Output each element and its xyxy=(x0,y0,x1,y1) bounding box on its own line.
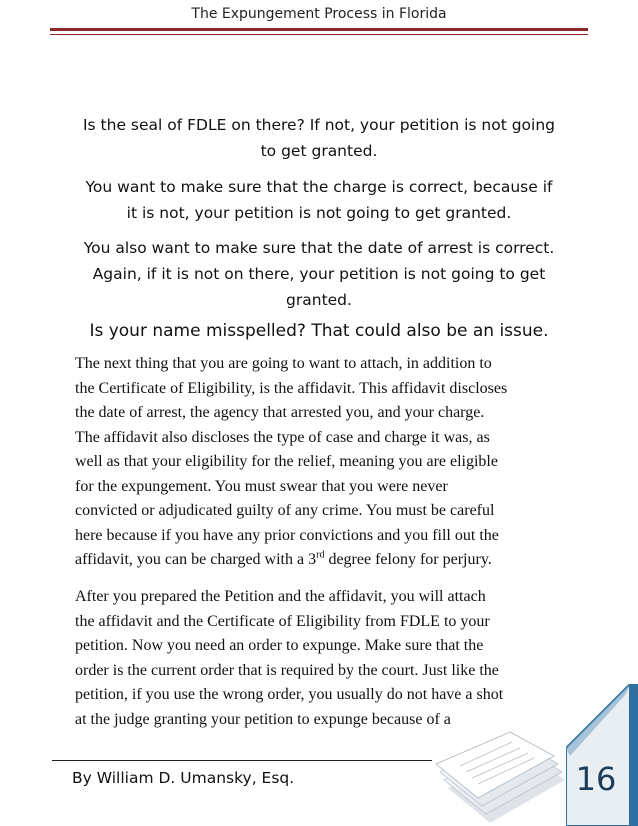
paragraph-line: the affidavit and the Certificate of Eligibility from FDLE to your xyxy=(75,612,490,630)
page-tab xyxy=(566,684,638,826)
header-rule-thin xyxy=(50,34,588,35)
paragraph-line: here because if you have any prior convictions and you fill out the xyxy=(75,526,499,544)
text-run: degree felony for perjury. xyxy=(324,551,492,568)
checklist-line: to get granted. xyxy=(260,142,378,160)
checklist-line: granted. xyxy=(286,291,352,309)
paper-stack-icon xyxy=(430,728,565,826)
running-header: The Expungement Process in Florida xyxy=(191,6,447,22)
checklist-line: You want to make sure that the charge is correct, because if xyxy=(85,178,553,196)
checklist-item-seal xyxy=(60,112,578,164)
checklist-item-arrest-date xyxy=(60,235,578,313)
text-run: affidavit, you can be charged with a 3 xyxy=(75,551,317,568)
checklist-line: Again, if it is not on there, your petition is not going to get xyxy=(92,265,546,283)
paragraph-line: for the expungement. You must swear that you were never xyxy=(75,477,448,495)
paragraph-line: The next thing that you are going to want to attach, in addition to xyxy=(75,355,492,372)
footer-rule xyxy=(52,760,432,761)
ordinal-suffix: rd xyxy=(316,549,325,561)
paragraph-order xyxy=(75,585,575,732)
paragraph-line: petition. Now you need an order to expunge. Make sure that the xyxy=(75,637,484,654)
checklist-line: You also want to make sure that the date of arrest is correct. xyxy=(83,239,555,257)
checklist-line: Is your name misspelled? That could also be an issue. xyxy=(89,321,549,341)
checklist-line: it is not, your petition is not going to get granted. xyxy=(126,204,512,222)
paragraph-line: order is the current order that is required by the court. Just like the xyxy=(75,661,499,679)
paragraph-line: the date of arrest, the agency that arrested you, and your charge. xyxy=(75,404,485,421)
paragraph-line: well as that your eligibility for the relief, meaning you are eligible xyxy=(75,453,498,470)
header-rule xyxy=(50,28,588,31)
paragraph-line: convicted or adjudicated guilty of any crime. You must be careful xyxy=(75,502,495,519)
checklist-line: Is the seal of FDLE on there? If not, your petition is not going xyxy=(82,116,555,134)
paragraph-line xyxy=(75,548,575,573)
page-number: 16 xyxy=(575,760,617,798)
paragraph-line: petition, if you use the wrong order, you usually do not have a shot xyxy=(75,686,504,703)
paragraph-line: the Certificate of Eligibility, is the affidavit. This affidavit discloses xyxy=(75,379,508,397)
paragraph-line: After you prepared the Petition and the affidavit, you will attach xyxy=(75,588,486,605)
footer-author: By William D. Umansky, Esq. xyxy=(72,769,295,787)
checklist-item-name xyxy=(60,318,578,345)
paragraph-affidavit xyxy=(75,352,575,573)
paragraph-line: at the judge granting your petition to expunge because of a xyxy=(75,710,451,728)
checklist-item-charge xyxy=(60,174,578,226)
paragraph-line: The affidavit also discloses the type of case and charge it was, as xyxy=(75,428,490,446)
